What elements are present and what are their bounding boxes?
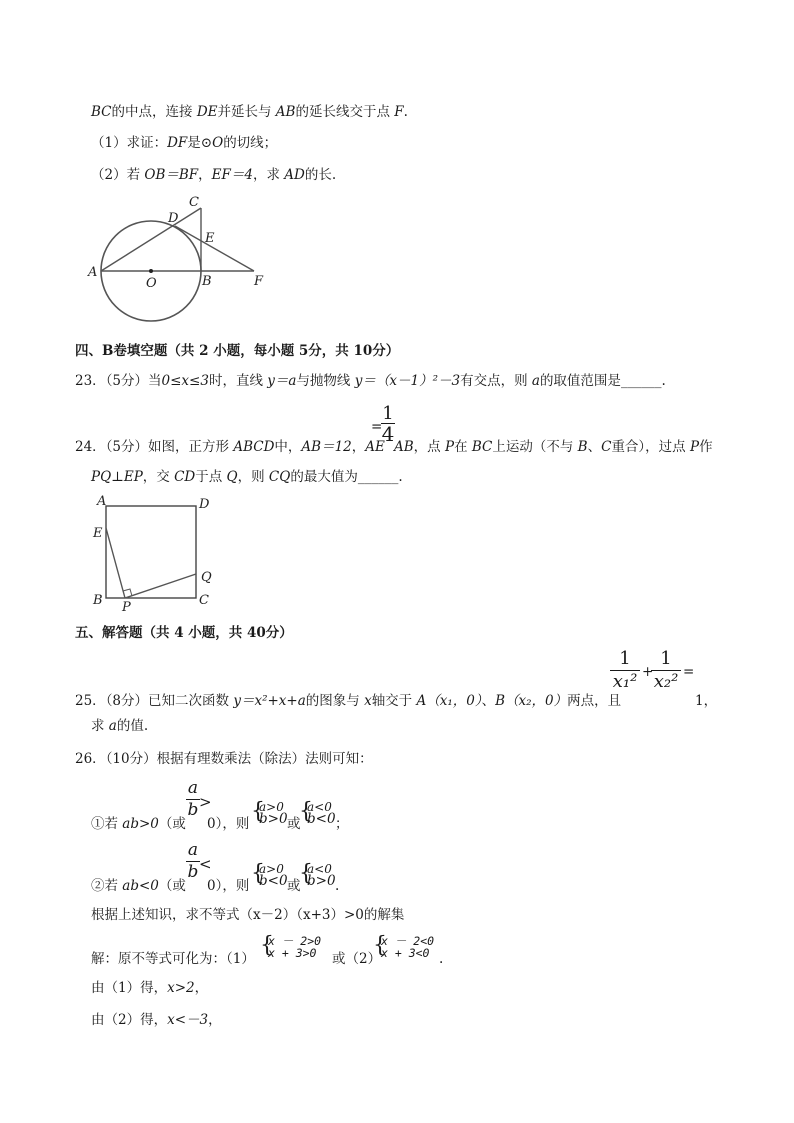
q26-rule2-brace2: { bbox=[299, 861, 313, 886]
q26-step1: 由（1）得，x>2， bbox=[91, 980, 209, 996]
q26-rule2-brace1: { bbox=[251, 861, 265, 886]
label-d: D bbox=[168, 211, 179, 226]
q22-circle-figure bbox=[86, 196, 276, 328]
section4-title: 四、B卷填空题（共 2 小题，每小题 5分，共 10分） bbox=[75, 343, 400, 359]
q24-line1-left: 24．（5分）如图，正方形 ABCD中，AB＝12，AE bbox=[75, 439, 385, 455]
q24-square-figure bbox=[88, 492, 220, 614]
q26-step2: 由（2）得，x<－3， bbox=[91, 1012, 222, 1028]
q24-quarter-fraction: 1 4 bbox=[381, 403, 395, 446]
section5-title: 五、解答题（共 4 小题，共 40分） bbox=[75, 625, 293, 641]
q26-solution-brace2: { bbox=[373, 933, 387, 958]
q26-solution-end: . bbox=[439, 951, 444, 967]
q25-eq: = bbox=[683, 664, 695, 680]
square-abcd bbox=[106, 506, 196, 598]
q26-rule2-then: 0），则 bbox=[207, 878, 250, 894]
q26-rule1-system2: a<0 b<0 bbox=[307, 800, 336, 827]
q25-fraction-1: 1 x₁² bbox=[610, 650, 640, 691]
q26-solution-system2: x － 2<0 x + 3<0 bbox=[381, 934, 435, 960]
q24-eq-sign: = bbox=[371, 419, 383, 435]
q26-rule1-brace1: { bbox=[251, 799, 265, 824]
center-dot bbox=[149, 269, 153, 273]
q22-part2: （2）若 OB＝BF，EF＝4，求 AD的长. bbox=[91, 167, 337, 183]
q24-line1-right: AB，点 P在 BC上运动（不与 B、C重合），过点 P作 bbox=[394, 439, 713, 455]
q22-intro: BC的中点，连接 DE并延长与 AB的延长线交于点 F. bbox=[91, 104, 408, 120]
q26-rule1-brace2: { bbox=[299, 799, 313, 824]
q26-rule2-end: . bbox=[335, 878, 340, 894]
label-e: E bbox=[205, 231, 215, 246]
line-df bbox=[175, 226, 254, 271]
label-d: D bbox=[199, 497, 210, 512]
label-c: C bbox=[189, 196, 199, 210]
line-ep bbox=[106, 528, 125, 598]
q25-rhs: 1， bbox=[695, 693, 718, 709]
label-e: E bbox=[93, 526, 103, 541]
label-a: A bbox=[97, 494, 107, 509]
label-b: B bbox=[202, 274, 212, 289]
q26-rule1-system1: a>0 b>0 bbox=[259, 800, 288, 827]
q22-part1: （1）求证：DF是⊙O的切线； bbox=[91, 135, 278, 151]
label-f: F bbox=[254, 274, 264, 289]
q26-rule2-rel: < bbox=[199, 855, 212, 873]
q26-solution-system1: x － 2>0 x + 3>0 bbox=[268, 934, 322, 960]
q25-plus: + bbox=[642, 664, 654, 680]
q26-intro: 26．（10分）根据有理数乘法（除法）法则可知： bbox=[75, 751, 373, 767]
q26-rule1-then: 0），则 bbox=[207, 816, 250, 832]
q26-rule2-system2: a<0 b>0 bbox=[307, 862, 336, 889]
q26-rule2-system1: a>0 b<0 bbox=[259, 862, 288, 889]
q24-line2: PQ⊥EP，交 CD于点 Q，则 CQ的最大值为______. bbox=[91, 469, 403, 485]
q26-rule1-pre: ①若 ab>0（或 bbox=[91, 816, 186, 832]
q26-task: 根据上述知识，求不等式（x－2）（x+3）>0的解集 bbox=[91, 907, 405, 923]
q26-rule2-or: 或 bbox=[287, 878, 301, 894]
label-p: P bbox=[122, 600, 131, 614]
label-a: A bbox=[88, 265, 98, 280]
q25-line1: 25．（8分）已知二次函数 y＝x²+x+a的图象与 x轴交于 A（x₁，0）、B（x₂，0）两点，且 bbox=[75, 693, 622, 709]
q26-solution-or: 或（2） bbox=[332, 951, 382, 967]
q26-rule2-pre: ②若 ab<0（或 bbox=[91, 878, 186, 894]
q26-rule1-end: ； bbox=[335, 816, 349, 832]
q26-solution-brace1: { bbox=[260, 933, 274, 958]
label-b: B bbox=[93, 593, 103, 608]
q26-solution-pre: 解：原不等式可化为：（1） bbox=[91, 951, 255, 967]
label-o: O bbox=[146, 276, 157, 291]
q25-line2: 求 a的值. bbox=[91, 718, 149, 734]
q23-text: 23．（5分）当0≤x≤3时，直线 y＝a与抛物线 y＝（x－1）²－3有交点，则 a的取值范围是______. bbox=[75, 373, 666, 389]
q25-fraction-2: 1 x₂² bbox=[651, 650, 681, 691]
label-c: C bbox=[199, 593, 209, 608]
label-q: Q bbox=[201, 570, 212, 585]
q26-rule1-or: 或 bbox=[287, 816, 301, 832]
q26-rule1-fraction: a b bbox=[187, 778, 199, 820]
q26-rule1-rel: > bbox=[199, 793, 212, 811]
line-ac bbox=[101, 208, 201, 271]
line-pq bbox=[125, 574, 196, 598]
q26-rule2-fraction: a b bbox=[187, 840, 199, 882]
